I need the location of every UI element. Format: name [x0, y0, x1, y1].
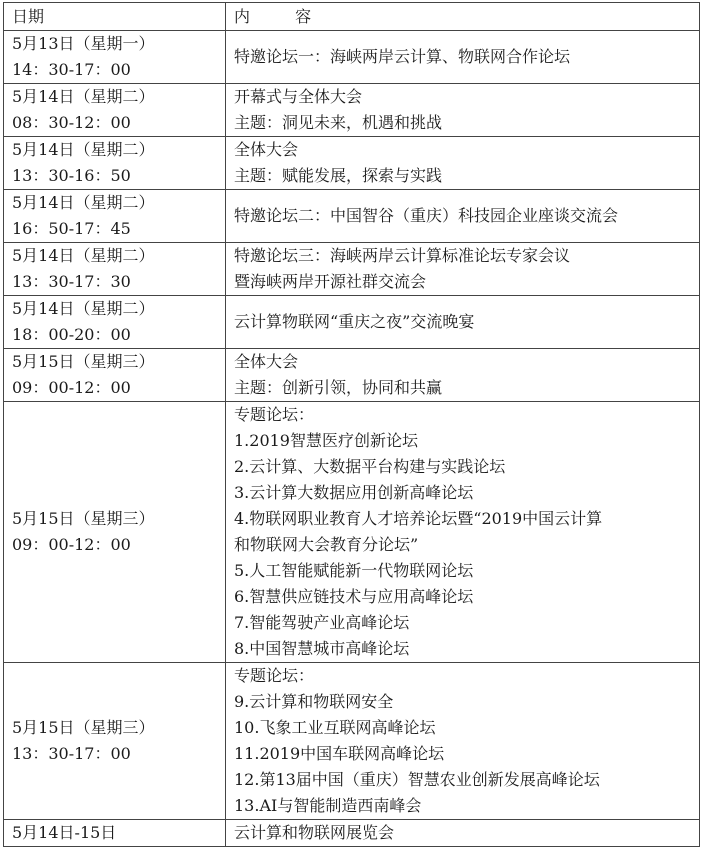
header-content: 内 容	[226, 3, 700, 31]
content-cell	[226, 349, 700, 402]
content-line: 4.物联网职业教育人才培养论坛暨“2019中国云计算	[234, 509, 603, 528]
content-line: 13.AI与智能制造西南峰会	[234, 796, 422, 815]
content-line: 云计算物联网“重庆之夜”交流晚宴	[234, 312, 475, 331]
content-line: 和物联网大会教育分论坛”	[234, 535, 419, 554]
content-line: 主题：洞见未来，机遇和挑战	[234, 113, 443, 132]
date-line: 5月13日（星期一）	[12, 34, 155, 53]
date-cell	[4, 402, 226, 663]
content-line: 10.飞象工业互联网高峰论坛	[234, 718, 436, 737]
content-line: 特邀论坛三：海峡两岸云计算标准论坛专家会议	[234, 246, 571, 265]
date-line: 14：30-17：00	[12, 60, 131, 79]
content-cell	[226, 296, 700, 349]
date-line: 13：30-17：30	[12, 272, 131, 291]
content-line: 9.云计算和物联网安全	[234, 692, 394, 711]
date-line: 18：00-20：00	[12, 325, 131, 344]
content-line: 全体大会	[234, 140, 299, 159]
date-line: 5月14日（星期二）	[12, 193, 155, 212]
date-line: 5月15日（星期三）	[12, 509, 155, 528]
date-line: 16：50-17：45	[12, 219, 131, 238]
content-line: 特邀论坛一：海峡两岸云计算、物联网合作论坛	[234, 47, 571, 66]
date-cell	[4, 820, 226, 847]
content-line: 7.智能驾驶产业高峰论坛	[234, 613, 410, 632]
table-row	[4, 296, 700, 349]
content-line: 5.人工智能赋能新一代物联网论坛	[234, 561, 474, 580]
date-cell	[4, 349, 226, 402]
table-row	[4, 243, 700, 296]
content-line: 2.云计算、大数据平台构建与实践论坛	[234, 457, 506, 476]
content-line: 12.第13届中国（重庆）智慧农业创新发展高峰论坛	[234, 770, 600, 789]
date-line: 09：00-12：00	[12, 378, 131, 397]
date-cell	[4, 190, 226, 243]
date-line: 13：30-16：50	[12, 166, 131, 185]
content-cell	[226, 820, 700, 847]
date-cell	[4, 31, 226, 84]
table-row	[4, 84, 700, 137]
table-header-row	[4, 3, 700, 31]
content-cell	[226, 190, 700, 243]
content-cell	[226, 243, 700, 296]
content-cell	[226, 663, 700, 820]
schedule-table	[3, 2, 700, 847]
date-line: 5月14日（星期二）	[12, 246, 155, 265]
date-line: 5月15日（星期三）	[12, 352, 155, 371]
content-cell	[226, 84, 700, 137]
date-cell	[4, 296, 226, 349]
table-row	[4, 402, 700, 663]
content-line: 特邀论坛二：中国智谷（重庆）科技园企业座谈交流会	[234, 206, 619, 225]
content-line: 云计算和物联网展览会	[234, 823, 395, 842]
table-row	[4, 820, 700, 847]
date-line: 5月14日-15日	[12, 823, 117, 842]
date-line: 08：30-12：00	[12, 113, 131, 132]
content-line: 全体大会	[234, 352, 299, 371]
date-cell	[4, 663, 226, 820]
schedule-body	[4, 31, 700, 847]
date-cell	[4, 84, 226, 137]
table-row	[4, 190, 700, 243]
content-cell	[226, 137, 700, 190]
date-line: 5月14日（星期二）	[12, 299, 155, 318]
header-date: 日期	[4, 3, 226, 31]
table-row	[4, 31, 700, 84]
table-row	[4, 663, 700, 820]
content-line: 暨海峡两岸开源社群交流会	[234, 272, 427, 291]
content-line: 1.2019智慧医疗创新论坛	[234, 431, 418, 450]
date-line: 5月15日（星期三）	[12, 718, 155, 737]
content-cell	[226, 31, 700, 84]
date-line: 09：00-12：00	[12, 535, 131, 554]
content-line: 主题：创新引领，协同和共赢	[234, 378, 443, 397]
content-line: 专题论坛：	[234, 405, 315, 424]
content-cell	[226, 402, 700, 663]
date-line: 5月14日（星期二）	[12, 87, 155, 106]
date-line: 13：30-17：00	[12, 744, 131, 763]
content-line: 3.云计算大数据应用创新高峰论坛	[234, 483, 474, 502]
date-line: 5月14日（星期二）	[12, 140, 155, 159]
content-line: 8.中国智慧城市高峰论坛	[234, 639, 410, 658]
date-cell	[4, 243, 226, 296]
table-row	[4, 349, 700, 402]
content-line: 专题论坛：	[234, 666, 315, 685]
table-row	[4, 137, 700, 190]
date-cell	[4, 137, 226, 190]
content-line: 开幕式与全体大会	[234, 87, 363, 106]
content-line: 11.2019中国车联网高峰论坛	[234, 744, 445, 763]
content-line: 6.智慧供应链技术与应用高峰论坛	[234, 587, 474, 606]
content-line: 主题：赋能发展，探索与实践	[234, 166, 443, 185]
